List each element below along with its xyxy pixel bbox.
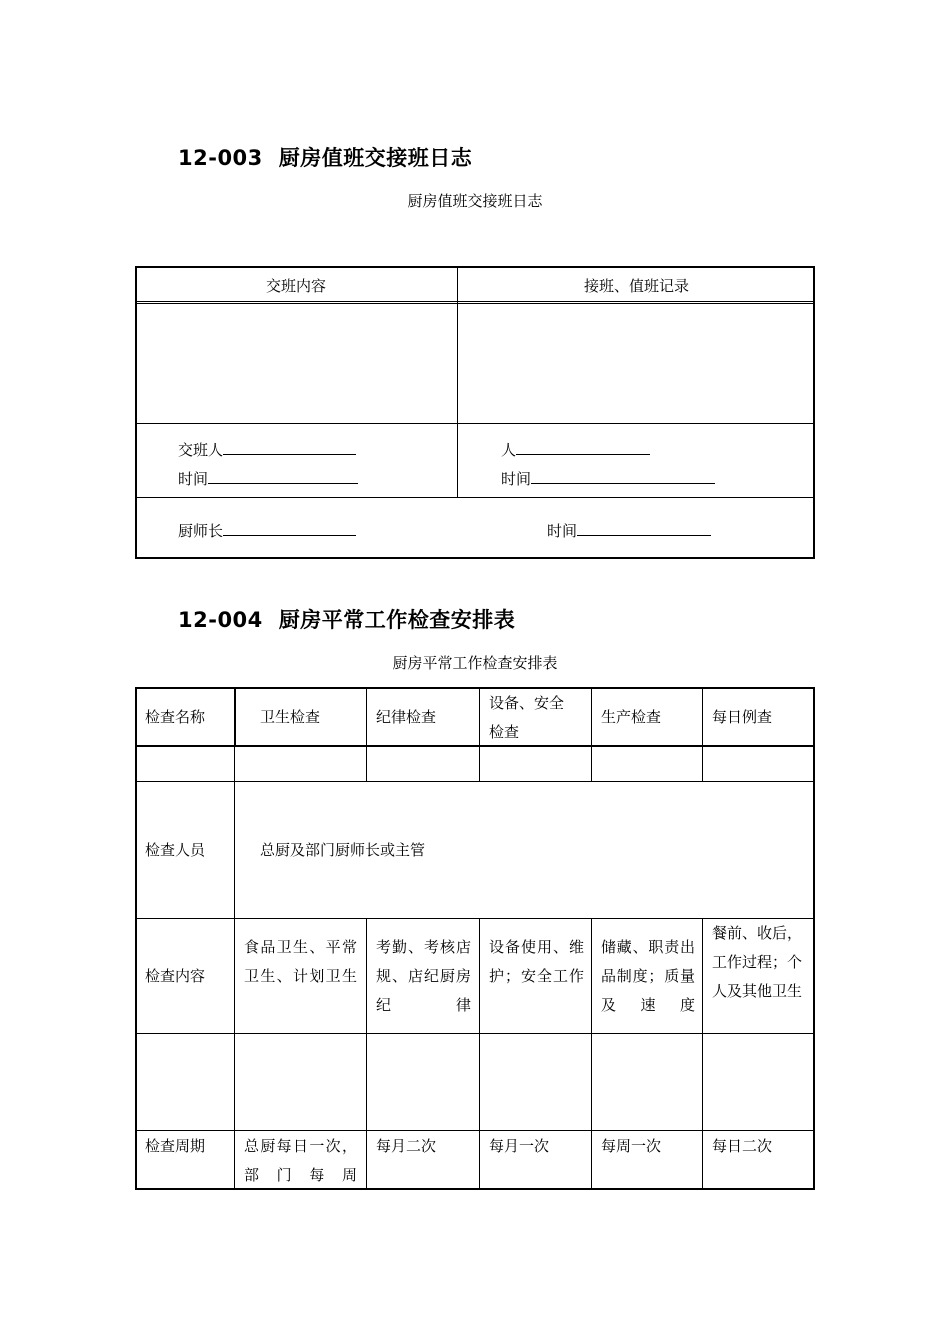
receiver-time-field (501, 467, 715, 489)
chef-label: 厨师长 (178, 522, 224, 540)
content-label: 检查内容 (145, 967, 206, 985)
section1-heading (178, 142, 472, 172)
section1-title: 厨房值班交接班日志 (278, 146, 473, 170)
period-daily: 每日二次 (712, 1137, 773, 1155)
handover-person-label: 交班人 (178, 441, 224, 459)
header-daily: 每日例查 (712, 708, 773, 726)
header-discipline: 纪律检查 (376, 708, 437, 726)
handover-time-field (178, 467, 358, 489)
inspection-schedule-table (135, 687, 815, 1190)
period-hygiene: 总厨每日一次，部门每周 (244, 1137, 357, 1184)
period-equipment: 每月一次 (489, 1137, 550, 1155)
receiver-field (501, 438, 650, 460)
col-receive-record-header: 接班、值班记录 (583, 277, 689, 295)
content-equipment: 设备使用、维护；安全工作 (489, 938, 584, 985)
content-hygiene: 食品卫生、平常卫生、计划卫生 (244, 938, 357, 985)
header-inspection-name: 检查名称 (145, 708, 206, 726)
section1-caption: 厨房值班交接班日志 (407, 192, 543, 210)
header-equipment-safety: 设备、安全检查 (489, 694, 565, 741)
period-production: 每周一次 (601, 1137, 662, 1155)
section2-caption: 厨房平常工作检查安排表 (392, 654, 558, 672)
handover-time-label: 时间 (178, 470, 209, 488)
header-production: 生产检查 (601, 708, 662, 726)
period-discipline: 每月二次 (376, 1137, 437, 1155)
section1-code: 12-003 (178, 146, 263, 170)
period-label: 检查周期 (145, 1137, 206, 1155)
col-handover-content-header: 交班内容 (265, 277, 326, 295)
handover-person-field (178, 438, 356, 460)
content-discipline: 考勤、考核店规、店纪厨房纪律 (376, 938, 471, 1014)
section2-title: 厨房平常工作检查安排表 (278, 608, 516, 632)
section2-heading (178, 604, 515, 634)
receiver-time-label: 时间 (501, 470, 532, 488)
chef-field (178, 519, 356, 541)
content-production: 储藏、职责出品制度；质量及速度 (601, 938, 695, 1014)
inspectors-label: 检查人员 (145, 841, 206, 859)
header-hygiene: 卫生检查 (260, 708, 321, 726)
section2-code: 12-004 (178, 608, 263, 632)
chef-time-field (547, 519, 711, 541)
chef-time-label: 时间 (547, 522, 578, 540)
receiver-label: 人 (501, 441, 517, 459)
inspectors-value: 总厨及部门厨师长或主管 (260, 841, 426, 859)
handover-log-table (135, 266, 815, 559)
content-daily: 餐前、收后，工作过程；个人及其他卫生 (712, 924, 803, 1000)
